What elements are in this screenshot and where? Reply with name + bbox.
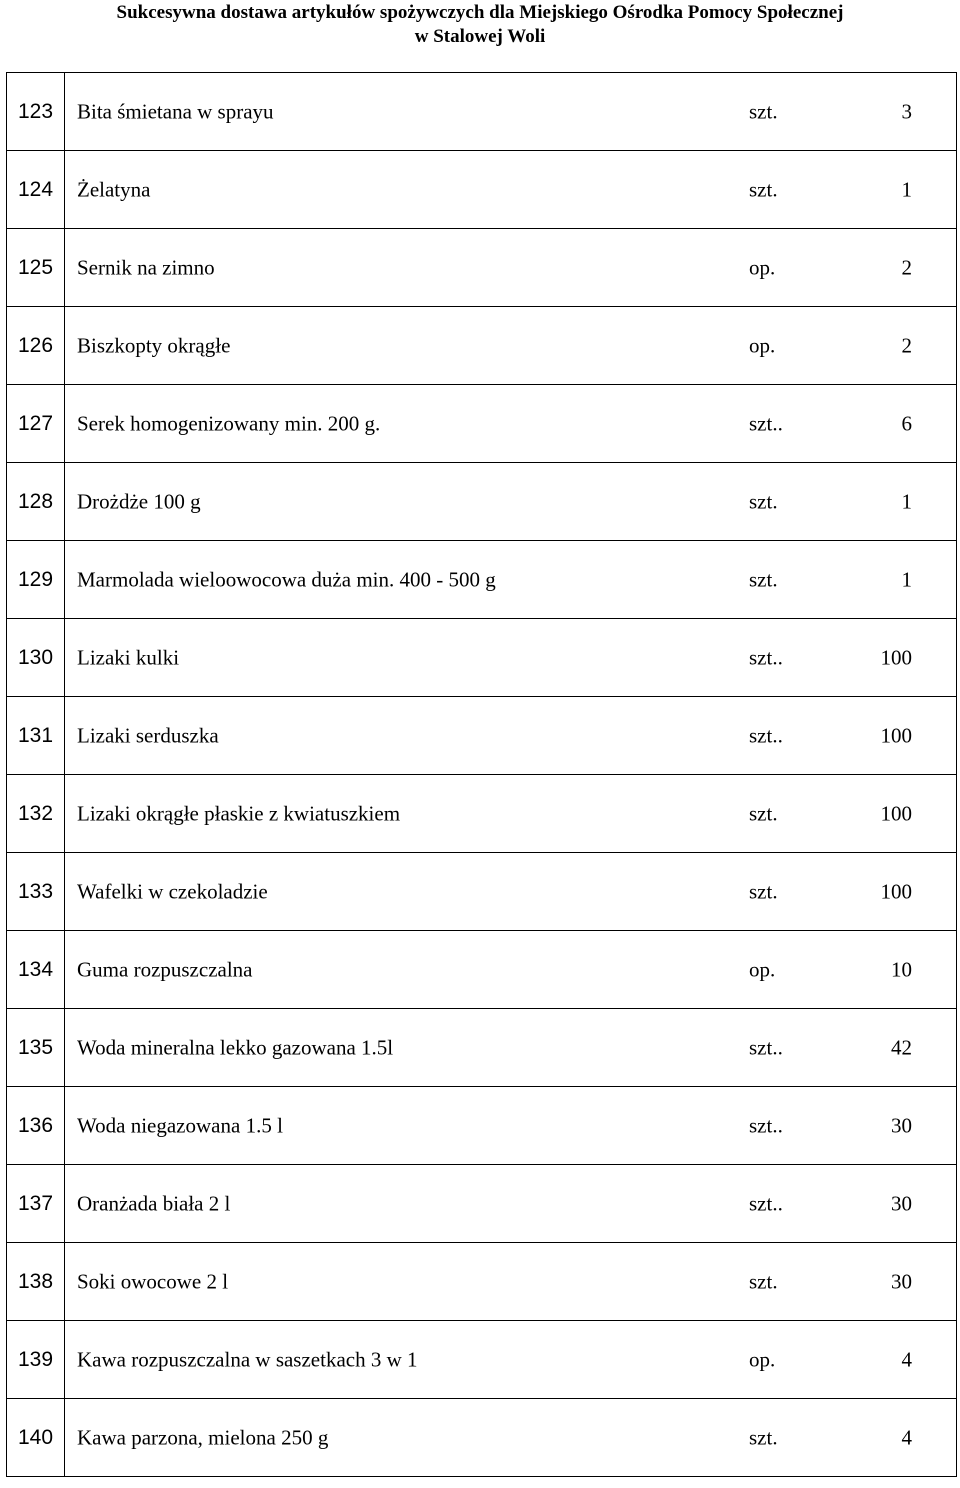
- table-row: [7, 151, 957, 229]
- table-row: [7, 229, 957, 307]
- header-title-line-2: w Stalowej Woli: [414, 26, 546, 47]
- item-details-cell: [65, 1165, 957, 1243]
- item-number: 131: [7, 697, 65, 775]
- item-details-cell: [65, 73, 957, 151]
- table-row: [7, 619, 957, 697]
- item-name: Sernik na zimno: [77, 255, 215, 279]
- item-name: Kawa parzona, mielona 250 g: [77, 1425, 329, 1449]
- table-row: [7, 385, 957, 463]
- items-table-body: [7, 73, 957, 1477]
- item-unit: szt.: [749, 489, 778, 513]
- item-quantity: 4: [901, 1425, 912, 1449]
- item-number: 133: [7, 853, 65, 931]
- item-quantity: 1: [901, 489, 912, 513]
- item-details-cell: [65, 697, 957, 775]
- item-unit: szt.: [749, 801, 778, 825]
- item-name: Lizaki kulki: [77, 645, 180, 669]
- item-quantity: 30: [891, 1269, 912, 1293]
- item-number: 134: [7, 931, 65, 1009]
- item-unit: szt..: [749, 1113, 783, 1137]
- item-quantity: 42: [891, 1035, 912, 1059]
- item-quantity: 1: [901, 567, 912, 591]
- item-name: Marmolada wieloowocowa duża min. 400 - 500 g: [77, 567, 496, 591]
- item-number: 129: [7, 541, 65, 619]
- table-row: [7, 1243, 957, 1321]
- items-table: [6, 72, 957, 1477]
- item-number: 124: [7, 151, 65, 229]
- item-name: Żelatyna: [77, 177, 151, 201]
- item-name: Soki owocowe 2 l: [77, 1269, 229, 1293]
- table-row: [7, 1321, 957, 1399]
- item-unit: op.: [749, 1347, 776, 1371]
- item-details-cell: [65, 1321, 957, 1399]
- item-name: Kawa rozpuszczalna w saszetkach 3 w 1: [77, 1347, 418, 1371]
- item-quantity: 100: [880, 801, 912, 825]
- item-unit: op.: [749, 333, 776, 357]
- item-details-cell: [65, 775, 957, 853]
- item-quantity: 6: [901, 411, 912, 435]
- item-number: 128: [7, 463, 65, 541]
- item-number: 132: [7, 775, 65, 853]
- item-name: Woda mineralna lekko gazowana 1.5l: [77, 1035, 394, 1059]
- item-quantity: 1: [901, 177, 912, 201]
- item-number: 126: [7, 307, 65, 385]
- item-name: Oranżada biała 2 l: [77, 1191, 231, 1215]
- item-unit: op.: [749, 957, 776, 981]
- item-number: 137: [7, 1165, 65, 1243]
- item-name: Lizaki serduszka: [77, 723, 219, 747]
- table-row: [7, 697, 957, 775]
- item-name: Bita śmietana w sprayu: [77, 99, 274, 123]
- table-row: [7, 1009, 957, 1087]
- item-name: Guma rozpuszczalna: [77, 957, 253, 981]
- item-number: 139: [7, 1321, 65, 1399]
- table-row: [7, 307, 957, 385]
- item-details-cell: [65, 229, 957, 307]
- item-name: Serek homogenizowany min. 200 g.: [77, 411, 381, 435]
- table-row: [7, 931, 957, 1009]
- table-row: [7, 1165, 957, 1243]
- item-details-cell: [65, 1399, 957, 1477]
- item-details-cell: [65, 541, 957, 619]
- item-number: 136: [7, 1087, 65, 1165]
- table-row: [7, 541, 957, 619]
- item-unit: szt.: [749, 879, 778, 903]
- item-unit: szt.: [749, 1425, 778, 1449]
- item-number: 125: [7, 229, 65, 307]
- item-quantity: 100: [880, 645, 912, 669]
- item-details-cell: [65, 151, 957, 229]
- item-name: Wafelki w czekoladzie: [77, 879, 268, 903]
- item-quantity: 3: [901, 99, 912, 123]
- table-row: [7, 73, 957, 151]
- item-number: 138: [7, 1243, 65, 1321]
- item-quantity: 2: [901, 255, 912, 279]
- table-row: [7, 775, 957, 853]
- item-unit: szt.: [749, 177, 778, 201]
- item-quantity: 30: [891, 1113, 912, 1137]
- item-details-cell: [65, 1243, 957, 1321]
- item-unit: szt.: [749, 567, 778, 591]
- item-number: 140: [7, 1399, 65, 1477]
- item-details-cell: [65, 307, 957, 385]
- item-details-cell: [65, 853, 957, 931]
- item-name: Lizaki okrągłe płaskie z kwiatuszkiem: [77, 801, 401, 825]
- item-details-cell: [65, 1009, 957, 1087]
- table-row: [7, 463, 957, 541]
- item-quantity: 100: [880, 723, 912, 747]
- item-details-cell: [65, 1087, 957, 1165]
- item-number: 130: [7, 619, 65, 697]
- item-unit: szt..: [749, 645, 783, 669]
- table-row: [7, 1399, 957, 1477]
- item-unit: szt..: [749, 1191, 783, 1215]
- item-unit: op.: [749, 255, 776, 279]
- item-quantity: 100: [880, 879, 912, 903]
- item-name: Biszkopty okrągłe: [77, 333, 231, 357]
- item-details-cell: [65, 385, 957, 463]
- item-number: 123: [7, 73, 65, 151]
- item-unit: szt..: [749, 1035, 783, 1059]
- item-details-cell: [65, 931, 957, 1009]
- item-details-cell: [65, 619, 957, 697]
- item-unit: szt..: [749, 723, 783, 747]
- item-details-cell: [65, 463, 957, 541]
- item-unit: szt..: [749, 411, 783, 435]
- table-row: [7, 853, 957, 931]
- document-header: [0, 0, 960, 49]
- table-row: [7, 1087, 957, 1165]
- header-title-line-1: Sukcesywna dostawa artykułów spożywczych dla Miejskiego Ośrodka Pomocy Społecznej: [116, 2, 844, 23]
- item-number: 127: [7, 385, 65, 463]
- item-unit: szt.: [749, 1269, 778, 1293]
- item-unit: szt.: [749, 99, 778, 123]
- item-name: Woda niegazowana 1.5 l: [77, 1113, 283, 1137]
- item-number: 135: [7, 1009, 65, 1087]
- item-quantity: 2: [901, 333, 912, 357]
- item-quantity: 30: [891, 1191, 912, 1215]
- item-name: Drożdże 100 g: [77, 489, 201, 513]
- item-quantity: 4: [901, 1347, 912, 1371]
- item-quantity: 10: [891, 957, 912, 981]
